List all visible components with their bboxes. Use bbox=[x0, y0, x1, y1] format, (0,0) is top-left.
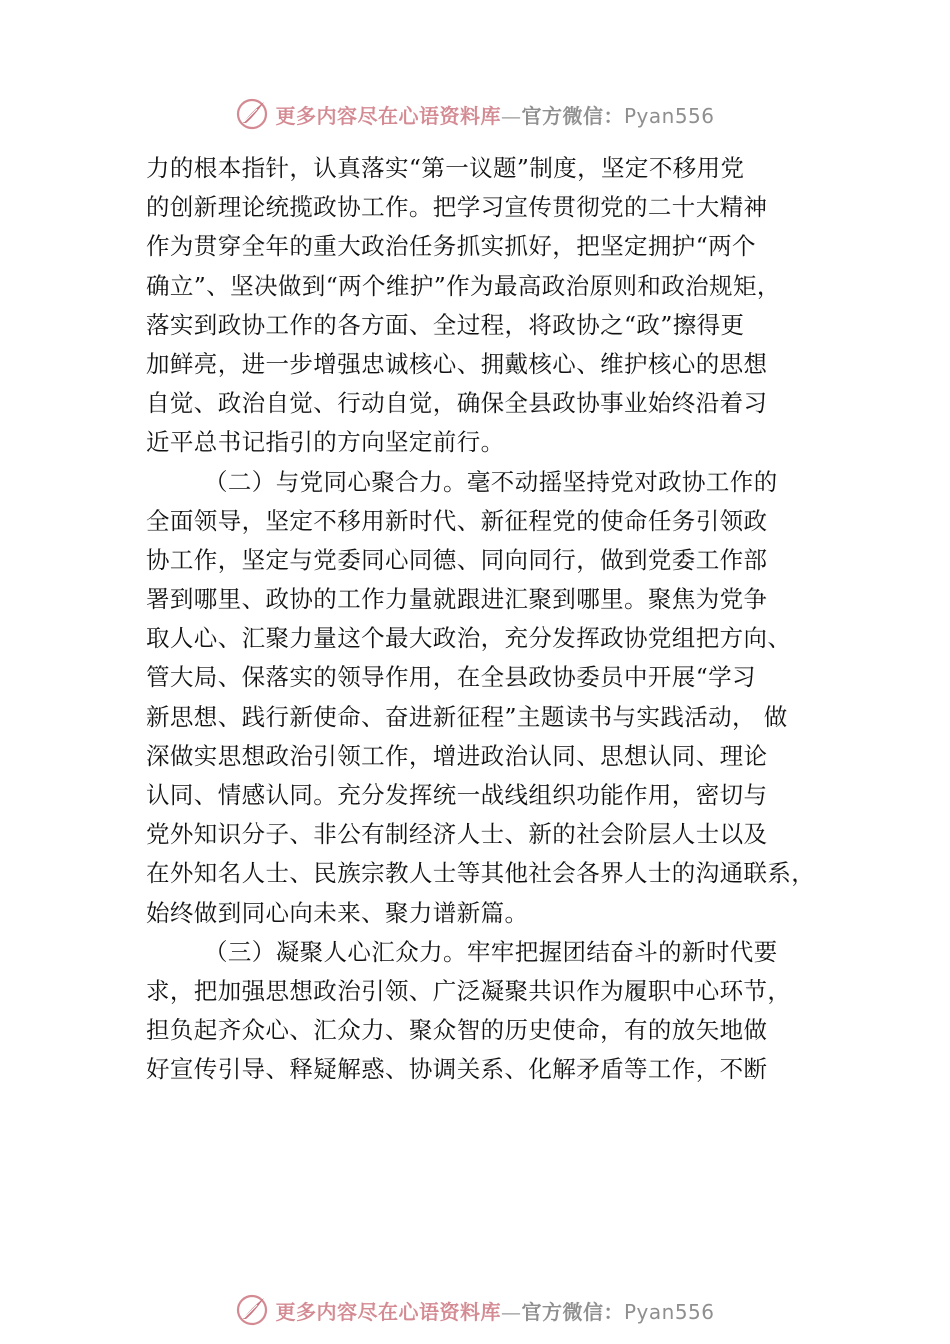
text-line: 近平总书记指引的方向坚定前行。 bbox=[146, 428, 505, 457]
watermark-wechat-id: Pyan556 bbox=[623, 1299, 715, 1324]
text-line: 在外知名人士、民族宗教人士等其他社会各界人士的沟通联系， bbox=[146, 859, 816, 888]
watermark-separator: — bbox=[500, 103, 522, 128]
footer-watermark bbox=[0, 1290, 950, 1330]
quill-logo-icon bbox=[235, 1293, 269, 1327]
section-heading-line: （三）凝聚人心汇众力。牢牢把握团结奋斗的新时代要 bbox=[204, 937, 778, 966]
text-line: 新思想、践行新使命、奋进新征程”主题读书与实践活动， 做 bbox=[146, 702, 788, 731]
section-heading-line: （二）与党同心聚合力。毫不动摇坚持党对政协工作的 bbox=[204, 467, 778, 496]
document-body bbox=[146, 149, 836, 1090]
text-line: 党外知识分子、非公有制经济人士、新的社会阶层人士以及 bbox=[146, 820, 768, 849]
watermark-wechat-label: 官方微信： bbox=[521, 1299, 624, 1324]
watermark-brand: 更多内容尽在心语资料库 bbox=[275, 103, 501, 128]
text-line: 管大局、保落实的领导作用，在全县政协委员中开展“学习 bbox=[146, 663, 756, 692]
text-line: 深做实思想政治引领工作，增进政治认同、思想认同、理论 bbox=[146, 741, 768, 770]
text-line: 的创新理论统揽政协工作。把学习宣传贯彻党的二十大精神 bbox=[146, 193, 768, 222]
watermark-wechat-id: Pyan556 bbox=[623, 103, 715, 128]
text-line: 署到哪里、政协的工作力量就跟进汇聚到哪里。聚焦为党争 bbox=[146, 585, 768, 614]
text-line: 求，把加强思想政治引领、广泛凝聚共识作为履职中心环节， bbox=[146, 976, 792, 1005]
quill-logo-icon bbox=[235, 97, 269, 131]
text-line: 好宣传引导、释疑解惑、协调关系、化解矛盾等工作，不断 bbox=[146, 1055, 768, 1084]
text-line: 协工作，坚定与党委同心同德、同向同行，做到党委工作部 bbox=[146, 545, 768, 574]
text-line: 全面领导，坚定不移用新时代、新征程党的使命任务引领政 bbox=[146, 506, 768, 535]
text-line: 作为贯穿全年的重大政治任务抓实抓好，把坚定拥护“两个 bbox=[146, 232, 756, 261]
text-line: 加鲜亮，进一步增强忠诚核心、拥戴核心、维护核心的思想 bbox=[146, 349, 768, 378]
text-line: 确立”、坚决做到“两个维护”作为最高政治原则和政治规矩， bbox=[146, 271, 781, 300]
text-line: 取人心、汇聚力量这个最大政治，充分发挥政协党组把方向、 bbox=[146, 624, 792, 653]
text-line: 落实到政协工作的各方面、全过程，将政协之“政”擦得更 bbox=[146, 310, 745, 339]
header-watermark bbox=[0, 94, 950, 134]
watermark-wechat-label: 官方微信： bbox=[521, 103, 624, 128]
text-line: 始终做到同心向未来、聚力谱新篇。 bbox=[146, 898, 529, 927]
text-line: 担负起齐众心、汇众力、聚众智的历史使命，有的放矢地做 bbox=[146, 1016, 768, 1045]
text-line: 认同、情感认同。充分发挥统一战线组织功能作用，密切与 bbox=[146, 781, 768, 809]
watermark-text bbox=[275, 100, 714, 129]
text-line: 力的根本指针，认真落实“第一议题”制度，坚定不移用党 bbox=[146, 154, 745, 182]
watermark-separator: — bbox=[500, 1299, 522, 1324]
text-line: 自觉、政治自觉、行动自觉，确保全县政协事业始终沿着习 bbox=[146, 389, 768, 418]
watermark-text bbox=[275, 1296, 714, 1325]
watermark-brand: 更多内容尽在心语资料库 bbox=[275, 1299, 501, 1324]
